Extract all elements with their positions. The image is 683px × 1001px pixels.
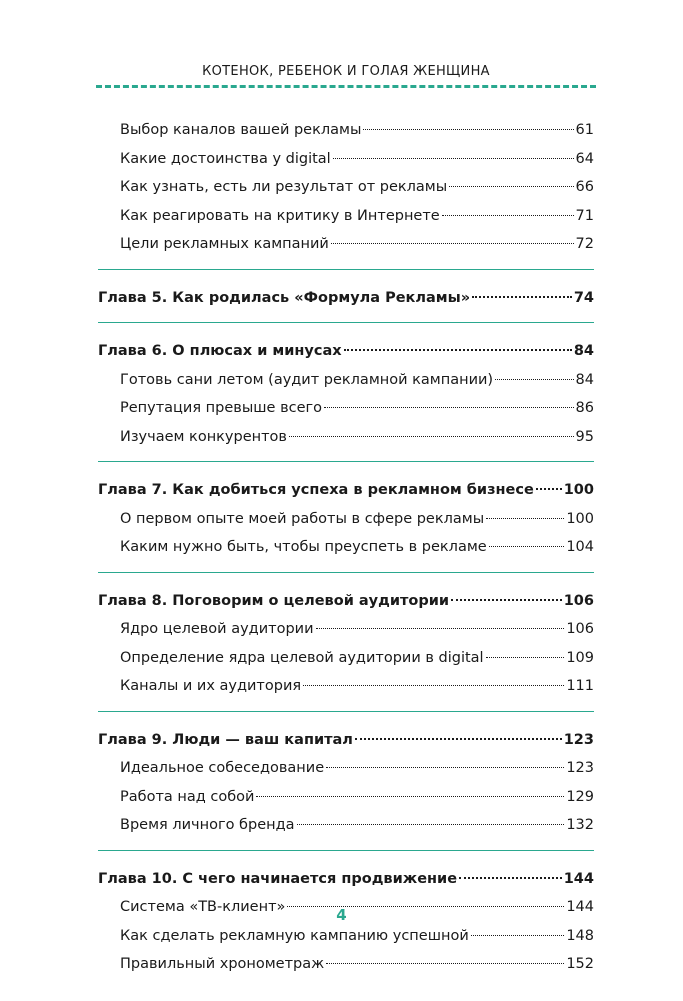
dot-leader [486, 657, 565, 658]
toc-entry-title: Глава 9. Люди — ваш капитал [98, 731, 353, 748]
toc-entry-title: Время личного бренда [120, 817, 295, 833]
toc-section-entry [98, 173, 594, 202]
toc-entry-page: 104 [566, 539, 594, 555]
toc-entry-title: Каналы и их аудитория [120, 678, 302, 694]
toc-entry-title: Работа над собой [120, 788, 255, 805]
dot-leader [316, 628, 565, 629]
toc-entry-page: 111 [566, 678, 594, 694]
toc-entry-page: 86 [575, 400, 594, 416]
toc-entry-page: 66 [575, 179, 594, 195]
toc-chapter-entry [98, 337, 594, 366]
dot-leader [489, 546, 565, 547]
dot-leader [536, 488, 562, 490]
toc-entry-title: Как реагировать на критику в Интернете [120, 207, 440, 224]
toc-entry-title: О первом опыте моей работы в сфере рекламы [120, 510, 485, 527]
toc-entry-title: Система «ТВ-клиент» [120, 899, 286, 915]
dot-leader [472, 296, 572, 298]
dot-leader [331, 243, 574, 244]
dot-leader [289, 436, 574, 437]
toc-entry-title: Цели рекламных кампаний [120, 236, 329, 252]
toc-chapter-entry [98, 865, 594, 894]
table-of-contents [98, 116, 594, 979]
toc-entry-page: 148 [566, 927, 594, 944]
toc-chapter-entry [98, 587, 594, 616]
toc-chapter-entry [98, 726, 594, 755]
toc-entry-title: Глава 6. О плюсах и минусах [98, 343, 342, 359]
toc-entry-title: Каким нужно быть, чтобы преуспеть в рекламе [120, 539, 487, 555]
toc-entry-page: 100 [566, 510, 594, 527]
toc-entry-page: 61 [575, 122, 594, 138]
toc-section-entry [98, 615, 594, 644]
dot-leader [333, 158, 574, 159]
dot-leader [459, 877, 562, 879]
dot-leader [442, 215, 574, 216]
toc-section-entry [98, 672, 594, 701]
toc-entry-page: 71 [575, 207, 594, 224]
toc-section-entry [98, 394, 594, 423]
toc-section-entry [98, 366, 594, 395]
dot-leader [355, 738, 562, 740]
toc-entry-page: 144 [566, 899, 594, 915]
toc-entry-title: Глава 5. Как родилась «Формула Рекламы» [98, 289, 471, 306]
dot-leader [303, 685, 564, 686]
toc-entry-title: Ядро целевой аудитории [120, 621, 314, 637]
toc-entry-page: 152 [566, 956, 594, 972]
toc-entry-title: Готовь сани летом (аудит рекламной кампании) [120, 371, 494, 388]
toc-entry-title: Изучаем конкурентов [120, 428, 287, 445]
toc-entry-page: 72 [575, 236, 594, 252]
toc-entry-title: Какие достоинства у digital [120, 150, 331, 167]
chapter-divider [98, 322, 594, 323]
toc-section-entry [98, 202, 594, 231]
dot-leader [495, 379, 573, 380]
dot-leader [297, 824, 565, 825]
toc-entry-page: 106 [563, 592, 594, 609]
toc-entry-title: Выбор каналов вашей рекламы [120, 122, 362, 138]
toc-entry-title: Правильный хронометраж [120, 956, 325, 972]
dot-leader [449, 186, 573, 187]
toc-entry-page: 84 [573, 343, 594, 359]
toc-entry-page: 129 [566, 788, 594, 805]
toc-entry-title: Глава 10. С чего начинается продвижение [98, 870, 458, 887]
toc-section-entry [98, 145, 594, 174]
toc-section-entry [98, 533, 594, 562]
toc-entry-page: 74 [573, 289, 594, 306]
toc-section-entry [98, 783, 594, 812]
toc-entry-title: Глава 7. Как добиться успеха в рекламном бизнесе [98, 482, 534, 498]
toc-entry-page: 84 [575, 371, 594, 388]
toc-entry-page: 123 [563, 731, 594, 748]
dot-leader [326, 767, 564, 768]
dot-leader [451, 599, 562, 601]
dot-leader [326, 963, 564, 964]
toc-section-entry [98, 754, 594, 783]
toc-entry-page: 64 [575, 150, 594, 167]
chapter-divider [98, 461, 594, 462]
toc-entry-page: 123 [566, 760, 594, 776]
toc-entry-page: 100 [563, 482, 594, 498]
toc-section-entry [98, 644, 594, 673]
toc-section-entry [98, 922, 594, 951]
toc-section-entry [98, 230, 594, 259]
toc-entry-title: Как сделать рекламную кампанию успешной [120, 927, 469, 944]
toc-section-entry [98, 423, 594, 452]
toc-section-entry [98, 505, 594, 534]
header-dashed-rule [96, 85, 596, 88]
toc-entry-title: Репутация превыше всего [120, 400, 323, 416]
page-number: 4 [336, 906, 347, 924]
toc-entry-title: Идеальное собеседование [120, 760, 325, 776]
toc-section-entry [98, 950, 594, 979]
dot-leader [256, 796, 564, 797]
running-header: КОТЕНОК, РЕБЕНОК И ГОЛАЯ ЖЕНЩИНА [202, 64, 490, 79]
toc-entry-page: 106 [566, 621, 594, 637]
dot-leader [344, 349, 572, 351]
chapter-divider [98, 269, 594, 270]
toc-chapter-entry [98, 284, 594, 313]
dot-leader [471, 935, 565, 936]
toc-section-entry [98, 116, 594, 145]
toc-section-entry [98, 811, 594, 840]
chapter-divider [98, 711, 594, 712]
toc-entry-title: Как узнать, есть ли результат от рекламы [120, 179, 448, 195]
toc-entry-title: Определение ядра целевой аудитории в digital [120, 649, 484, 666]
dot-leader [486, 518, 564, 519]
dot-leader [363, 129, 573, 130]
toc-entry-title: Глава 8. Поговорим о целевой аудитории [98, 592, 450, 609]
toc-chapter-entry [98, 476, 594, 505]
dot-leader [324, 407, 574, 408]
chapter-divider [98, 850, 594, 851]
chapter-divider [98, 572, 594, 573]
toc-entry-page: 109 [566, 649, 594, 666]
toc-entry-page: 95 [575, 428, 594, 445]
toc-entry-page: 144 [563, 870, 594, 887]
toc-entry-page: 132 [566, 817, 594, 833]
